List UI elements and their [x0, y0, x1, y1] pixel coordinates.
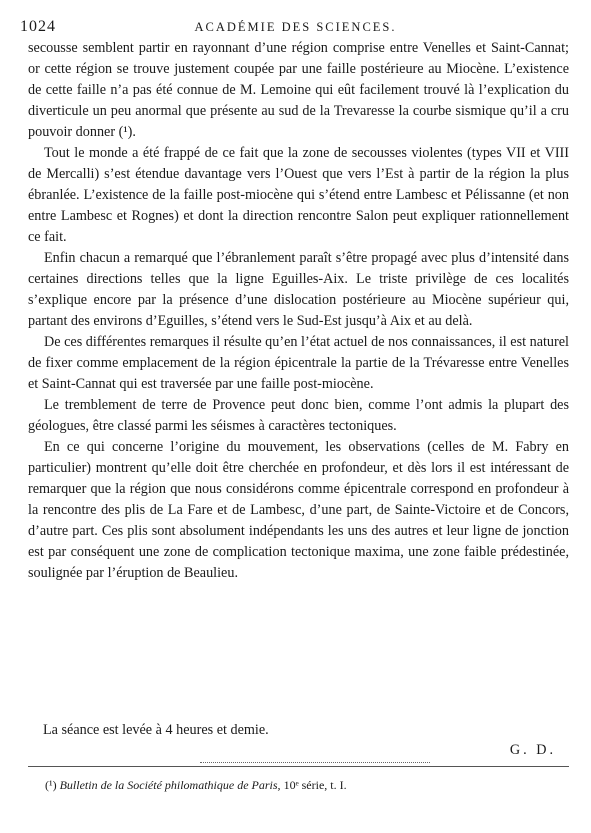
paragraph-1: secousse semblent partir en rayonnant d’une région comprise entre Venelles et Saint-Cannat; or cette région se trouve justement coupée par une faille postérieure au Miocène. L’existence de cette faille n’a pas été connue de M. Lemoine qui eût facilement trouvé là l’explication du diverticule un peu anormal que présente au sud de la Trevaresse la courbe sismique qu’il a cru pouvoir donner (¹). [28, 40, 569, 140]
article-body [28, 38, 569, 584]
footnote-mark: (¹) [45, 778, 57, 792]
paragraph-5: Le tremblement de terre de Provence peut donc bien, comme l’ont admis la plupart des géologues, être classé parmi les séismes à caractères tectoniques. [28, 397, 569, 434]
page-number: 1024 [20, 18, 56, 35]
paragraph-4: De ces différentes remarques il résulte qu’en l’état actuel de nos connaissances, il est naturel de fixer comme emplacement de la région épicentrale la partie de la Trévaresse entre Venelles et Saint-Cannat qui est traversée par une faille post-miocène. [28, 334, 569, 392]
paragraph-6: En ce qui concerne l’origine du mouvement, les observations (celles de M. Fabry en particulier) montrent qu’elle doit être cherchée en profondeur, et dès lors il est intéressant de remarquer que la région que nous considérons comme épicentrale correspond en profondeur à la rencontre des plis de La Fare et de Lambesc, d’une part, de Sainte-Victoire et de Concors, d’autre part. Ces plis sont absolument indépendants les uns des autres et leur ligne de jonction est par conséquent une zone de complication tectonique maxima, une zone faible prédestinée, soulignée par l’éruption de Beaulieu. [28, 439, 569, 581]
footnote-rule [28, 766, 569, 767]
paragraph-2: Tout le monde a été frappé de ce fait que la zone de secousses violentes (types VII et VIII de Mercalli) s’est étendue davantage vers l’Ouest que vers l’Est à partir de la région la plus ébranlée. L’existence de la faille post-miocène qui s’étend entre Lambesc et Pélissanne (et non entre Lambesc et Rognes) et dont la direction rencontre Salon peut expliquer rationnellement ce fait. [28, 145, 569, 245]
footnote-title: Bulletin de la Société philomathique de Paris, [59, 778, 281, 792]
footnote-rest: 10ᵉ série, t. I. [283, 778, 347, 792]
signature: G. D. [509, 742, 556, 758]
dotted-rule [200, 762, 430, 763]
running-title: ACADÉMIE DES SCIENCES. [194, 20, 397, 34]
footnote [45, 777, 347, 793]
session-closing: La séance est levée à 4 heures et demie. [43, 722, 269, 738]
paragraph-3: Enfin chacun a remarqué que l’ébranlement paraît s’être propagé avec plus d’intensité dans certaines directions telles que la ligne Eguilles-Aix. Le triste privilège de ces localités s’explique encore par la présence d’une dislocation postérieure au Miocène supérieur qui, partant des environs d’Eguilles, s’étend vers le Sud-Est jusqu’à Aix et au delà. [28, 250, 569, 329]
page-header [20, 18, 571, 38]
